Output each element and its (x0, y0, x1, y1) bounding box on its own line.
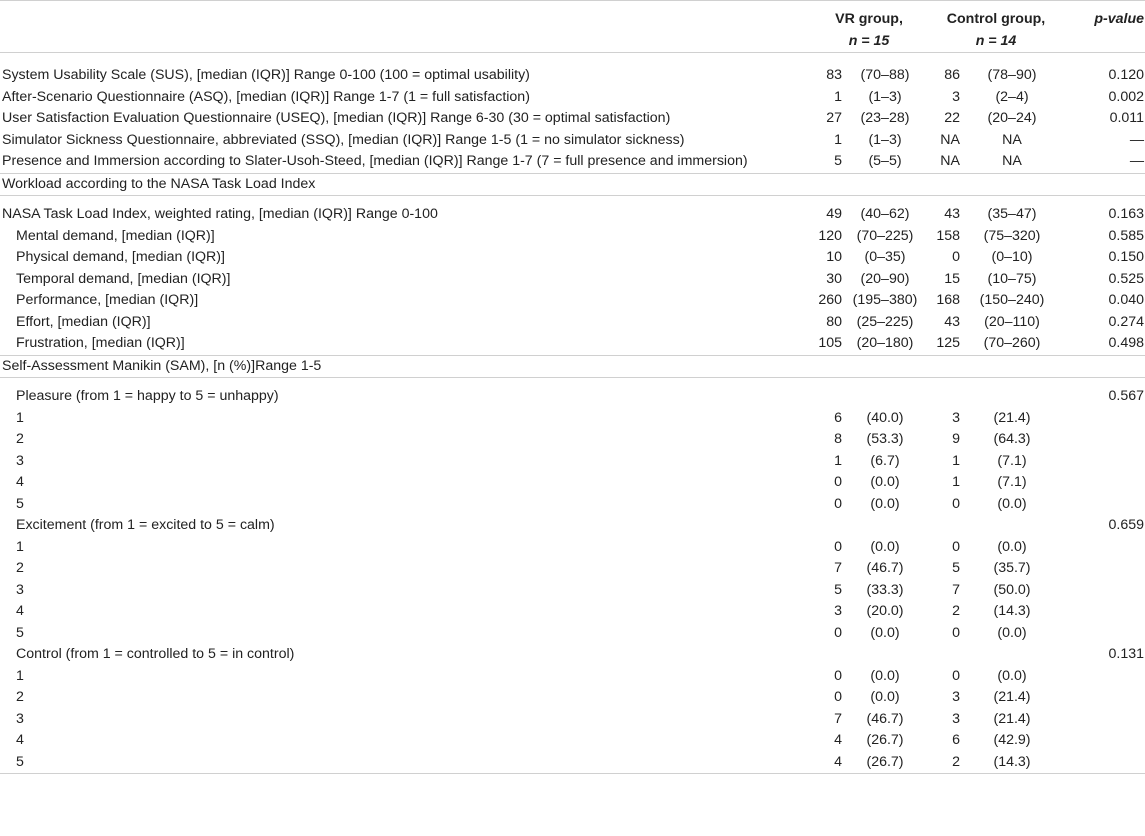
table-row (0, 623, 1145, 645)
control-value: 3 (952, 409, 960, 426)
vr-spread: (0.0) (870, 538, 900, 555)
vr-spread: (46.7) (866, 710, 904, 727)
control-group-label: Control group, (946, 11, 1046, 27)
control-group-n: n = 14 (975, 32, 1017, 49)
control-spread: (78–90) (987, 67, 1037, 83)
row-label: Frustration, [median (IQR)] (16, 335, 185, 351)
vr-value: 0 (834, 495, 842, 512)
vr-value: 83 (826, 67, 842, 83)
table-row (0, 429, 1145, 451)
p-value: 0.525 (1108, 270, 1145, 287)
p-value: 0.120 (1108, 67, 1145, 83)
control-spread: (0.0) (997, 667, 1027, 684)
p-value (1064, 730, 1145, 752)
vr-value: 4 (834, 732, 842, 748)
p-value: — (1129, 131, 1145, 148)
table-row (0, 730, 1145, 752)
vr-spread: (70–225) (856, 227, 914, 244)
p-value (1064, 580, 1145, 602)
vr-value: 0 (834, 689, 842, 705)
vr-value: 27 (826, 110, 842, 126)
p-value: 0.498 (1108, 335, 1145, 351)
control-value: 43 (944, 313, 960, 330)
control-value: 1 (952, 452, 960, 469)
p-value: 0.163 (1108, 206, 1145, 222)
control-spread: (0.0) (997, 495, 1027, 512)
row-label: Mental demand, [median (IQR)] (16, 227, 215, 244)
row-label: After-Scenario Questionnaire (ASQ), [median (IQR)] Range 1-7 (1 = full satisfaction) (2, 88, 530, 105)
control-value: 5 (952, 560, 960, 576)
row-label: 2 (16, 689, 24, 705)
vr-value: 49 (826, 206, 842, 222)
vr-spread: (33.3) (866, 581, 904, 598)
row-label: 2 (16, 431, 24, 447)
table-row (0, 451, 1145, 473)
p-value: — (1129, 153, 1145, 169)
vr-spread: (5–5) (868, 153, 902, 169)
p-value (1064, 472, 1145, 494)
vr-spread: (40.0) (866, 409, 904, 426)
control-value: 86 (944, 67, 960, 83)
row-label: 4 (16, 732, 24, 748)
table-row (0, 558, 1145, 580)
control-spread: (14.3) (993, 753, 1031, 770)
row-label: NASA Task Load Index, weighted rating, [median (IQR)] Range 0-100 (2, 206, 438, 222)
vr-value (810, 644, 842, 666)
vr-value: 1 (834, 452, 842, 469)
control-spread: (21.4) (993, 409, 1031, 426)
p-value: 0.011 (1109, 110, 1145, 126)
vr-spread: (0.0) (870, 667, 900, 684)
table-row (0, 601, 1145, 623)
control-value: 1 (952, 474, 960, 490)
row-label: Control (from 1 = controlled to 5 = in control) (16, 646, 295, 662)
table-row (0, 494, 1145, 516)
header-p-value: p-value (1094, 11, 1145, 27)
vr-spread: (23–28) (860, 110, 910, 126)
control-value: 0 (952, 624, 960, 641)
vr-spread: (0–35) (864, 249, 906, 265)
vr-value: 7 (834, 560, 842, 576)
control-spread: (2–4) (995, 88, 1029, 105)
vr-value: 30 (826, 270, 842, 287)
p-value: 0.274 (1108, 313, 1145, 330)
table-row (0, 196, 1145, 226)
vr-spread: (70–88) (860, 67, 910, 83)
vr-value: 0 (834, 538, 842, 555)
table-row (0, 333, 1145, 355)
control-value: 0 (952, 495, 960, 512)
p-value: 0.131 (1108, 646, 1145, 662)
p-value (1064, 623, 1145, 645)
control-value: 2 (952, 603, 960, 619)
p-value (1064, 709, 1145, 731)
vr-spread: (1–3) (868, 131, 902, 148)
header-blank (0, 1, 810, 53)
vr-spread: (20–180) (856, 335, 914, 351)
vr-spread: (0.0) (870, 474, 900, 490)
row-label: Pleasure (from 1 = happy to 5 = unhappy) (16, 388, 279, 404)
vr-spread: (26.7) (866, 753, 904, 770)
control-spread: (7.1) (997, 474, 1027, 490)
vr-value: 5 (834, 581, 842, 598)
control-value: 3 (952, 710, 960, 727)
control-spread: (20–24) (987, 110, 1037, 126)
control-spread (960, 644, 1064, 666)
vr-value: 0 (834, 667, 842, 684)
row-label: 1 (16, 538, 24, 555)
vr-spread: (195–380) (852, 292, 918, 308)
control-spread: (20–110) (984, 313, 1040, 330)
vr-spread: (46.7) (866, 560, 904, 576)
vr-spread (842, 644, 928, 666)
p-value: 0.040 (1108, 292, 1145, 308)
row-label: 2 (16, 560, 24, 576)
vr-spread (842, 515, 928, 537)
row-label: Effort, [median (IQR)] (16, 313, 151, 330)
p-value (1064, 451, 1145, 473)
table-row (0, 247, 1145, 269)
vr-value: 10 (826, 249, 842, 265)
control-value: 2 (952, 753, 960, 770)
control-spread: (0.0) (997, 538, 1027, 555)
vr-group-label: VR group, (835, 11, 903, 27)
control-spread: NA (1002, 131, 1022, 148)
control-value (928, 515, 960, 537)
table-row (0, 226, 1145, 248)
vr-value: 0 (834, 474, 842, 490)
header-control-group (928, 1, 1064, 53)
control-spread: (75–320) (983, 227, 1041, 244)
control-spread: (7.1) (997, 452, 1027, 469)
p-value (1064, 666, 1145, 688)
vr-value: 1 (834, 131, 842, 148)
vr-spread: (0.0) (870, 624, 900, 641)
row-label: Simulator Sickness Questionnaire, abbreviated (SSQ), [median (IQR)] Range 1-5 (1 = no simulator sickness) (2, 131, 685, 148)
control-value: 15 (944, 270, 960, 287)
control-spread: (50.0) (993, 581, 1031, 598)
vr-spread: (25–225) (856, 313, 914, 330)
vr-value: 0 (834, 624, 842, 641)
row-label: 3 (16, 710, 24, 727)
table-row (0, 537, 1145, 559)
row-label: Physical demand, [median (IQR)] (16, 249, 225, 265)
table-row (0, 269, 1145, 291)
vr-spread: (20–90) (860, 270, 910, 287)
vr-value: 80 (826, 313, 842, 330)
header-vr-group (810, 1, 928, 53)
table-row (0, 666, 1145, 688)
control-value: NA (940, 131, 960, 148)
control-value: 22 (944, 110, 960, 126)
vr-value: 7 (834, 710, 842, 727)
vr-spread: (0.0) (870, 689, 900, 705)
sam-section (0, 355, 1145, 378)
sam-section-label: Self-Assessment Manikin (SAM), [n (%)]Range 1-5 (2, 357, 322, 374)
row-label: 5 (16, 753, 24, 770)
control-value: 3 (952, 689, 960, 705)
row-label: 4 (16, 474, 24, 490)
control-value: 0 (952, 667, 960, 684)
p-value: 0.659 (1108, 517, 1145, 533)
p-value (1064, 429, 1145, 451)
control-value: 0 (952, 538, 960, 555)
vr-spread: (0.0) (870, 495, 900, 512)
p-value (1064, 494, 1145, 516)
control-value: 6 (952, 732, 960, 748)
row-label: 3 (16, 452, 24, 469)
vr-spread: (26.7) (866, 732, 904, 748)
p-value (1064, 408, 1145, 430)
table-row (0, 408, 1145, 430)
table-row (0, 472, 1145, 494)
vr-value (810, 515, 842, 537)
row-label: 1 (16, 409, 24, 426)
p-value (1064, 558, 1145, 580)
control-spread: (10–75) (987, 270, 1037, 287)
p-value: 0.150 (1108, 249, 1145, 265)
row-label: Temporal demand, [median (IQR)] (16, 270, 231, 287)
control-spread: (14.3) (993, 603, 1031, 619)
vr-spread (842, 378, 928, 408)
control-value: 43 (944, 206, 960, 222)
control-value: 168 (936, 292, 960, 308)
vr-value: 6 (834, 409, 842, 426)
table-row (0, 87, 1145, 109)
table-row (0, 644, 1145, 666)
row-label: 4 (16, 603, 24, 619)
vr-value: 5 (834, 153, 842, 169)
table-row (0, 312, 1145, 334)
vr-value: 8 (834, 431, 842, 447)
vr-group-n: n = 15 (848, 32, 890, 49)
table-row (0, 709, 1145, 731)
control-value: 9 (952, 431, 960, 447)
control-spread (960, 378, 1064, 408)
p-value (1064, 601, 1145, 623)
p-value (1064, 687, 1145, 709)
vr-value (810, 378, 842, 408)
control-value (928, 644, 960, 666)
control-spread: (42.9) (993, 732, 1031, 748)
control-value (928, 378, 960, 408)
vr-spread: (20.0) (866, 603, 904, 619)
table-row (0, 53, 1145, 87)
control-value: NA (940, 153, 960, 169)
workload-section-label: Workload according to the NASA Task Load Index (2, 175, 316, 192)
p-value: 0.002 (1108, 88, 1145, 105)
vr-value: 4 (834, 753, 842, 770)
table-row (0, 580, 1145, 602)
vr-value: 105 (818, 335, 842, 351)
row-label: System Usability Scale (SUS), [median (IQR)] Range 0-100 (100 = optimal usability) (2, 67, 530, 83)
vr-value: 3 (834, 603, 842, 619)
control-spread: (21.4) (993, 710, 1031, 727)
control-value: 158 (936, 227, 960, 244)
p-value: 0.585 (1108, 227, 1145, 244)
vr-value: 260 (818, 292, 842, 308)
control-spread: (35.7) (993, 560, 1031, 576)
p-value: 0.567 (1108, 388, 1145, 404)
vr-spread: (53.3) (866, 431, 904, 447)
row-label: 3 (16, 581, 24, 598)
table-row (0, 130, 1145, 152)
table-row (0, 290, 1145, 312)
table-row (0, 108, 1145, 130)
vr-value: 120 (818, 227, 842, 244)
control-value: 0 (952, 249, 960, 265)
row-label: 5 (16, 495, 24, 512)
table-row (0, 151, 1145, 173)
row-label: Performance, [median (IQR)] (16, 292, 199, 308)
control-spread: (150–240) (979, 292, 1045, 308)
control-spread: (0.0) (997, 624, 1027, 641)
row-label: Excitement (from 1 = excited to 5 = calm) (16, 517, 275, 533)
row-label: Presence and Immersion according to Slater-Usoh-Steed, [median (IQR)] Range 1-7 (7 = full presence and immersion) (2, 153, 748, 169)
control-spread: (35–47) (987, 206, 1037, 222)
row-label: User Satisfaction Evaluation Questionnaire (USEQ), [median (IQR)] Range 6-30 (30 = optimal satisfaction) (2, 110, 671, 126)
control-spread (960, 515, 1064, 537)
workload-section (0, 173, 1145, 196)
table-row (0, 378, 1145, 408)
vr-spread: (40–62) (860, 206, 910, 222)
table-header-row (0, 1, 1145, 53)
control-spread: (0–10) (991, 249, 1033, 265)
control-spread: (21.4) (993, 689, 1031, 705)
control-spread: NA (1002, 153, 1022, 169)
control-value: 7 (952, 581, 960, 598)
vr-spread: (6.7) (870, 452, 900, 469)
p-value (1064, 752, 1145, 774)
table-row (0, 752, 1145, 774)
vr-spread: (1–3) (868, 88, 902, 105)
control-spread: (70–260) (983, 335, 1041, 351)
control-value: 125 (936, 335, 960, 351)
table-row (0, 687, 1145, 709)
row-label: 5 (16, 624, 24, 641)
control-spread: (64.3) (993, 431, 1031, 447)
control-value: 3 (952, 88, 960, 105)
table-row (0, 515, 1145, 537)
vr-value: 1 (834, 88, 842, 105)
p-value (1064, 537, 1145, 559)
row-label: 1 (16, 667, 24, 684)
